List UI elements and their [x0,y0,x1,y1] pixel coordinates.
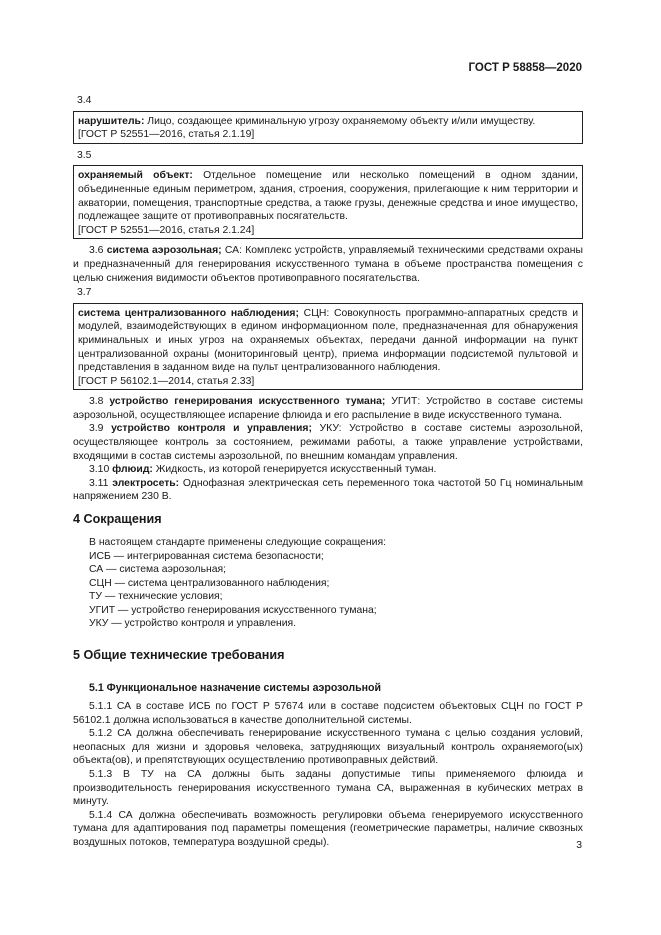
def-box-3-5 [73,165,583,239]
def-body: Лицо, создающее криминальную угрозу охраняемому объекту и/или имуществу. [144,115,536,127]
def-number: 3.9 [89,423,104,435]
def-3-9 [73,422,583,463]
paragraph-5-1-3: 5.1.3 В ТУ на СА должны быть заданы допустимые типы применяемого флюида и производительность генерирования искусственного тумана СА, выраженная в кубических метрах в минуту. [73,768,583,808]
def-3-11 [73,477,583,504]
paragraph-5-1-2: 5.1.2 СА должна обеспечивать генерирование искусственного тумана с целью создания условий, неопасных для жизни и здоровья человека, затрудняющих визуальный контроль охраняемого(ых) объекта(ов), и препятствующих осуществлению противоправных действий. [73,728,583,767]
abbreviation-item: УКУ — устройство контроля и управления. [89,618,297,629]
def-reference: [ГОСТ Р 56102.1—2014, статья 2.33] [78,375,255,387]
def-term: электросеть: [112,477,180,489]
def-term: нарушитель: [78,115,145,127]
def-3-8 [73,395,583,422]
def-reference: [ГОСТ Р 52551—2016, статья 2.1.19] [78,129,255,141]
def-box-3-7 [73,303,583,391]
subsection-5-1-heading: 5.1 Функциональное назначение системы аэрозольной [89,682,381,694]
abbreviation-item: ТУ — технические условия; [89,591,223,602]
page-number: 3 [576,840,582,851]
def-text [78,115,578,129]
def-number: 3.11 [89,477,109,489]
def-number: 3.10 [89,464,110,476]
abbreviation-item: ИСБ — интегрированная система безопасности; [89,550,324,562]
def-3-6 [73,244,583,285]
def-body: Отдельное помещение или несколько помещений в одном здании, объединенные единым периметром, здания, строения, сооружения, прилегающие к ним территории и акватории, помещения, транспортные средства, а также грузы, денежные средства и иное имущество, подлежащее защите от противоправных посягательств. [78,170,578,223]
paragraph-5-1-4: 5.1.4 СА должна обеспечивать возможность регулировки объема генерируемого искусственного тумана для адаптирования под параметры помещения (геометрические параметры, наличие сквозных воздушных потоков, температура воздушной среды). [73,809,583,848]
def-term: система централизованного наблюдения; [78,307,299,319]
def-term: устройство генерирования искусственного тумана; [109,396,386,408]
abbreviations-list [73,536,583,631]
abbreviation-item: СЦН — система централизованного наблюдения; [89,577,330,589]
def-body: УГИТ: Устройство в составе системы аэрозольной, осуществляющее испарение флюида и его распыление в виде искусственного тумана. [73,396,584,421]
abbreviation-item: СА — система аэрозольная; [89,564,227,575]
def-text [78,307,578,375]
def-text [78,169,578,223]
def-number: 3.8 [89,396,104,408]
def-term: устройство контроля и управления; [111,423,312,435]
def-body: Однофазная электрическая сеть переменного тока частотой 50 Гц номинальным напряжением 230 В. [73,477,584,503]
def-number: 3.5 [77,149,92,161]
def-number: 3.4 [77,95,92,106]
def-box-3-4 [73,111,583,144]
def-body: УКУ: Устройство в составе системы аэрозольной, осуществляющее контроль за состоянием, режимами работы, а также управление устройствами, входящими в состав системы аэрозольной, по внешним командам управления. [73,423,583,462]
definitions-block [73,94,583,504]
def-term: охраняемый объект: [78,170,193,182]
paragraph-5-1-1: 5.1.1 СА в составе ИСБ по ГОСТ Р 57674 или в составе подсистем объектовых СЦН по ГОСТ Р 56102.1 должна использоваться в качестве дополнительной системы. [73,701,583,726]
def-body: СА: Комплекс устройств, управляемый техническими средствами охраны и предназначенный для генерирования искусственного тумана в объеме пространства помещения с целью снижения видимости объектов противоправного посягательства. [73,245,584,284]
def-term: флюид: [112,464,153,476]
def-reference: [ГОСТ Р 52551—2016, статья 2.1.24] [78,224,255,236]
document-code: ГОСТ Р 58858—2020 [468,62,582,74]
def-term: система аэрозольная; [106,245,222,257]
def-number: 3.7 [77,287,92,299]
section-5-body [73,700,583,850]
def-body: Жидкость, из которой генерируется искусственный туман. [152,464,437,476]
def-3-10 [73,463,583,477]
def-body: СЦН: Совокупность программно-аппаратных средств и модулей, взаимодействующих в едином информационном поле, предназначенная для обнаружения криминальных и иных угроз на охраняемых объектах, передачи данной информации на пункт централизованной охраны (мониторинговый центр), приема информации подсистемой пультовой и представления в заданном виде на пульт централизованного наблюдения. [78,307,578,374]
def-number: 3.6 [89,245,104,257]
section-5-heading: 5 Общие технические требования [73,648,285,662]
abbreviation-item: УГИТ — устройство генерирования искусственного тумана; [89,604,377,616]
section-4-heading: 4 Сокращения [73,512,162,526]
abbreviations-intro: В настоящем стандарте применены следующие сокращения: [89,537,386,548]
